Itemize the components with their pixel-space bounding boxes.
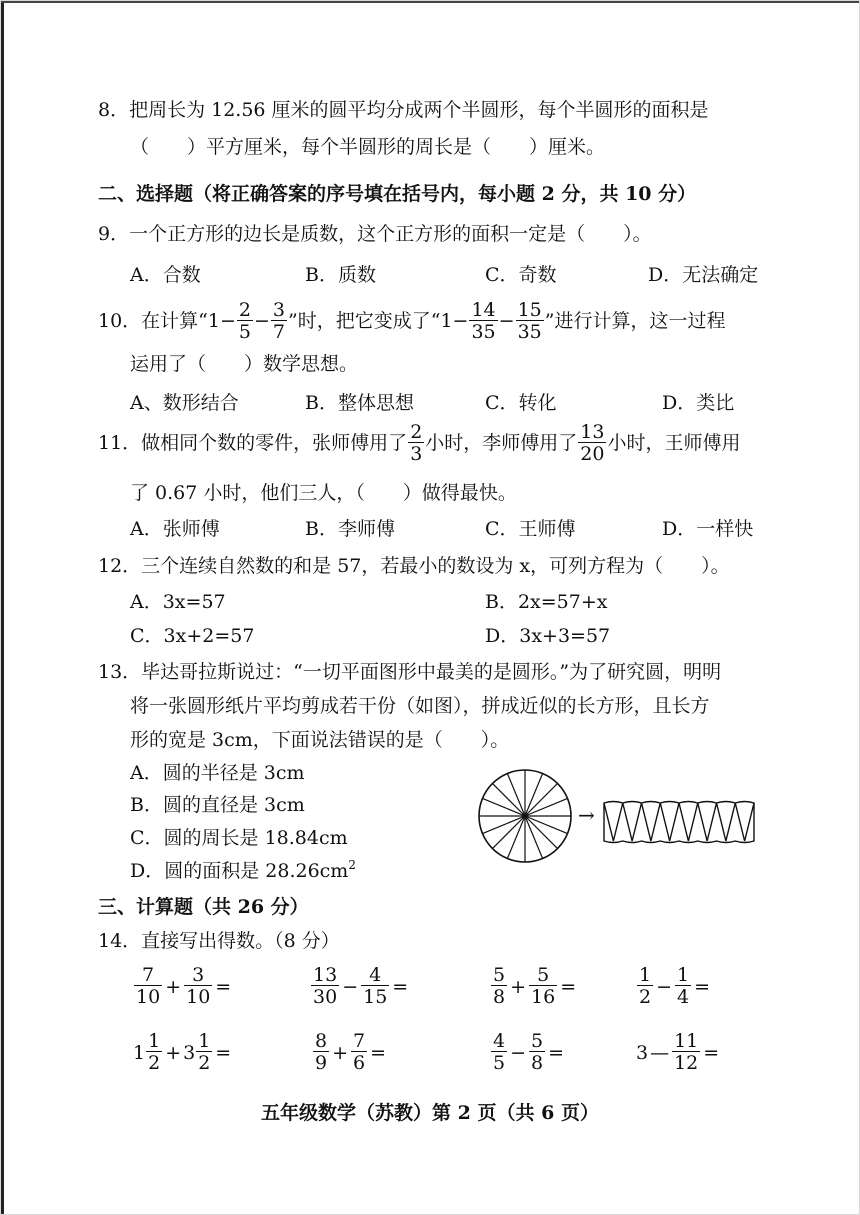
denominator: 2 (639, 986, 652, 1008)
q12-stem: 12．三个连续自然数的和是 57，若最小的数设为 x，可列方程为（ ）。 (98, 555, 730, 577)
numerator: 1 (148, 1030, 161, 1052)
q10-text-part3: ”进行计算，这一过程 (544, 310, 726, 332)
numerator: 4 (361, 966, 389, 986)
approx-rectangle-figure (600, 797, 760, 847)
numerator: 13 (313, 964, 338, 986)
equals-sign: = (560, 975, 577, 998)
q12-option-b: B．2x=57+x (485, 591, 608, 613)
denominator: 2 (198, 1052, 211, 1074)
q10-text-part2: ”时，把它变成了“1− (288, 310, 469, 332)
q8-line2: （ ）平方厘米，每个半圆形的周长是（ ）厘米。 (130, 136, 606, 158)
fraction (184, 966, 212, 1007)
fraction (491, 1032, 507, 1073)
minus-sign: − (342, 975, 359, 998)
q13-option-c: C．圆的周长是 18.84cm (130, 827, 348, 849)
fraction (134, 966, 162, 1007)
numerator: 11 (674, 1030, 699, 1052)
equals-sign: = (392, 975, 409, 998)
calc-expression-1 (133, 966, 233, 1007)
q11-f2-numerator: 13 (580, 420, 605, 443)
q10-f2-numerator: 3 (272, 298, 286, 321)
q10-f1-numerator: 2 (238, 298, 251, 321)
q9-option-d: D．无法确定 (648, 264, 759, 286)
q10-f1-denominator: 5 (238, 320, 251, 343)
whole-number: 3 (183, 1041, 196, 1064)
sector-zigzag (604, 803, 754, 841)
q12-option-d: D．3x+3=57 (485, 625, 611, 647)
plus-sign: + (165, 1041, 182, 1064)
q13-option-a: A．圆的半径是 3cm (130, 762, 305, 784)
q10-option-a: A、数形结合 (130, 392, 239, 414)
q12-option-c: C．3x+2=57 (130, 625, 255, 647)
fraction (311, 966, 339, 1007)
q10-fraction-2 (271, 298, 287, 343)
fraction (672, 1032, 700, 1073)
fraction (529, 966, 557, 1007)
q11-option-c: C．王师傅 (485, 518, 576, 540)
q13-line2: 将一张圆形纸片平均剪成若干份（如图），拼成近似的长方形，且长方 (130, 695, 710, 717)
calc-expression-7 (490, 1032, 566, 1073)
q9-stem: 9．一个正方形的边长是质数，这个正方形的面积一定是（ ）。 (98, 223, 652, 245)
q8-line1: 8．把周长为 12.56 厘米的圆平均分成两个半圆形，每个半圆形的面积是 (98, 99, 709, 121)
section2-title: 二、选择题（将正确答案的序号填在括号内，每小题 2 分，共 10 分） (98, 183, 697, 205)
numerator: 1 (639, 964, 652, 986)
q10-option-c: C．转化 (485, 392, 557, 414)
plus-sign: + (332, 1041, 349, 1064)
q10-line1 (98, 296, 725, 346)
circle-sector-line (492, 783, 525, 816)
q10-minus: − (254, 310, 270, 332)
equals-sign: = (215, 975, 232, 998)
calc-expression-8 (636, 1032, 721, 1073)
equals-sign: = (694, 975, 711, 998)
arrow-icon: → (578, 803, 595, 827)
rectangle-outline (604, 802, 754, 843)
q9-option-c: C．奇数 (485, 264, 557, 286)
fraction (361, 966, 389, 1007)
q13-option-d-text: D．圆的面积是 28.26cm (130, 860, 349, 882)
q14-title: 14．直接写出得数。（8 分） (98, 930, 340, 952)
denominator: 4 (677, 986, 690, 1008)
q10-fraction-3 (469, 298, 497, 343)
circle-sector-line (492, 816, 525, 849)
fraction (196, 1032, 212, 1073)
fraction (313, 1032, 329, 1073)
denominator: 6 (353, 1052, 366, 1074)
page-footer: 五年级数学（苏教）第 2 页（共 6 页） (261, 1102, 599, 1124)
q13-option-d (130, 858, 356, 884)
q13-option-d-sup: 2 (348, 858, 356, 872)
q9-option-a: A．合数 (130, 264, 201, 286)
plus-sign: + (165, 975, 182, 998)
q10-f4-numerator: 15 (517, 298, 542, 321)
q10-line2: 运用了（ ）数学思想。 (130, 353, 359, 375)
q11-f1-denominator: 3 (410, 442, 423, 465)
denominator: 2 (148, 1052, 161, 1074)
minus-sign: — (650, 1041, 670, 1064)
q9-option-b: B．质数 (305, 264, 376, 286)
equals-sign: = (548, 1041, 565, 1064)
q11-option-d: D．一样快 (662, 518, 754, 540)
q13-line3: 形的宽是 3cm，下面说法错误的是（ ）。 (130, 729, 510, 751)
q10-f3-numerator: 14 (471, 298, 496, 321)
numerator: 5 (493, 964, 506, 986)
q11-fraction-1 (408, 420, 424, 465)
numerator: 3 (184, 966, 212, 986)
denominator: 15 (363, 986, 388, 1008)
numerator: 1 (198, 1030, 211, 1052)
denominator: 9 (315, 1052, 328, 1074)
q10-text-part1: 10．在计算“1− (98, 310, 236, 332)
whole-number: 1 (133, 1041, 146, 1064)
q11-text-part1: 11．做相同个数的零件，张师傅用了 (98, 432, 408, 454)
calc-expression-3 (490, 966, 578, 1007)
q11-line2: 了 0.67 小时，他们三人，（ ）做得最快。 (130, 482, 517, 504)
numerator: 1 (677, 964, 690, 986)
q10-fraction-1 (237, 298, 253, 343)
q13-option-b: B．圆的直径是 3cm (130, 794, 305, 816)
q13-line1: 13．毕达哥拉斯说过：“一切平面图形中最美的是圆形。”为了研究圆，明明 (98, 661, 722, 683)
circle-sector-line (525, 816, 558, 849)
denominator: 10 (136, 986, 161, 1008)
q11-option-b: B．李师傅 (305, 518, 395, 540)
q10-f4-denominator: 35 (517, 320, 542, 343)
q11-line1 (98, 416, 741, 470)
numerator: 7 (134, 966, 162, 986)
section3-title: 三、计算题（共 26 分） (98, 896, 309, 918)
q10-option-b: B．整体思想 (305, 392, 414, 414)
denominator: 30 (313, 986, 338, 1008)
calc-expression-5 (133, 1032, 233, 1073)
numerator: 7 (353, 1030, 366, 1052)
numerator: 4 (493, 1030, 506, 1052)
minus-sign: − (656, 975, 673, 998)
denominator: 8 (493, 986, 506, 1008)
numerator: 5 (531, 1030, 544, 1052)
equals-sign: = (215, 1041, 232, 1064)
denominator: 8 (531, 1052, 544, 1074)
fraction (675, 966, 691, 1007)
numerator: 8 (315, 1030, 328, 1052)
q11-option-a: A．张师傅 (130, 518, 220, 540)
circle-sector-line (525, 783, 558, 816)
equals-sign: = (370, 1041, 387, 1064)
fraction (146, 1032, 162, 1073)
calc-expression-4 (636, 966, 712, 1007)
q10-minus-2: − (498, 310, 515, 332)
numerator: 5 (529, 966, 557, 986)
q10-f2-denominator: 7 (272, 320, 286, 343)
denominator: 10 (186, 986, 211, 1008)
fraction (491, 966, 507, 1007)
fraction (529, 1032, 545, 1073)
denominator: 16 (531, 986, 556, 1008)
q10-fraction-4 (516, 298, 544, 343)
q11-f1-numerator: 2 (410, 420, 423, 443)
q12-option-a: A．3x=57 (130, 591, 226, 613)
q11-f2-denominator: 20 (580, 442, 605, 465)
minus-sign: − (510, 1041, 527, 1064)
plus-sign: + (510, 975, 527, 998)
fraction (637, 966, 653, 1007)
denominator: 12 (674, 1052, 699, 1074)
q11-text-part3: 小时，王师傅用 (607, 432, 741, 454)
q11-text-part2: 小时，李师傅用了 (425, 432, 578, 454)
q10-f3-denominator: 35 (471, 320, 496, 343)
calc-expression-6 (312, 1032, 388, 1073)
q11-fraction-2 (578, 420, 606, 465)
divided-circle-figure (475, 766, 575, 866)
calc-expression-2 (310, 966, 410, 1007)
whole-number: 3 (636, 1041, 649, 1064)
equals-sign: = (703, 1041, 720, 1064)
q10-option-d: D．类比 (662, 392, 735, 414)
denominator: 5 (493, 1052, 506, 1074)
fraction (351, 1032, 367, 1073)
